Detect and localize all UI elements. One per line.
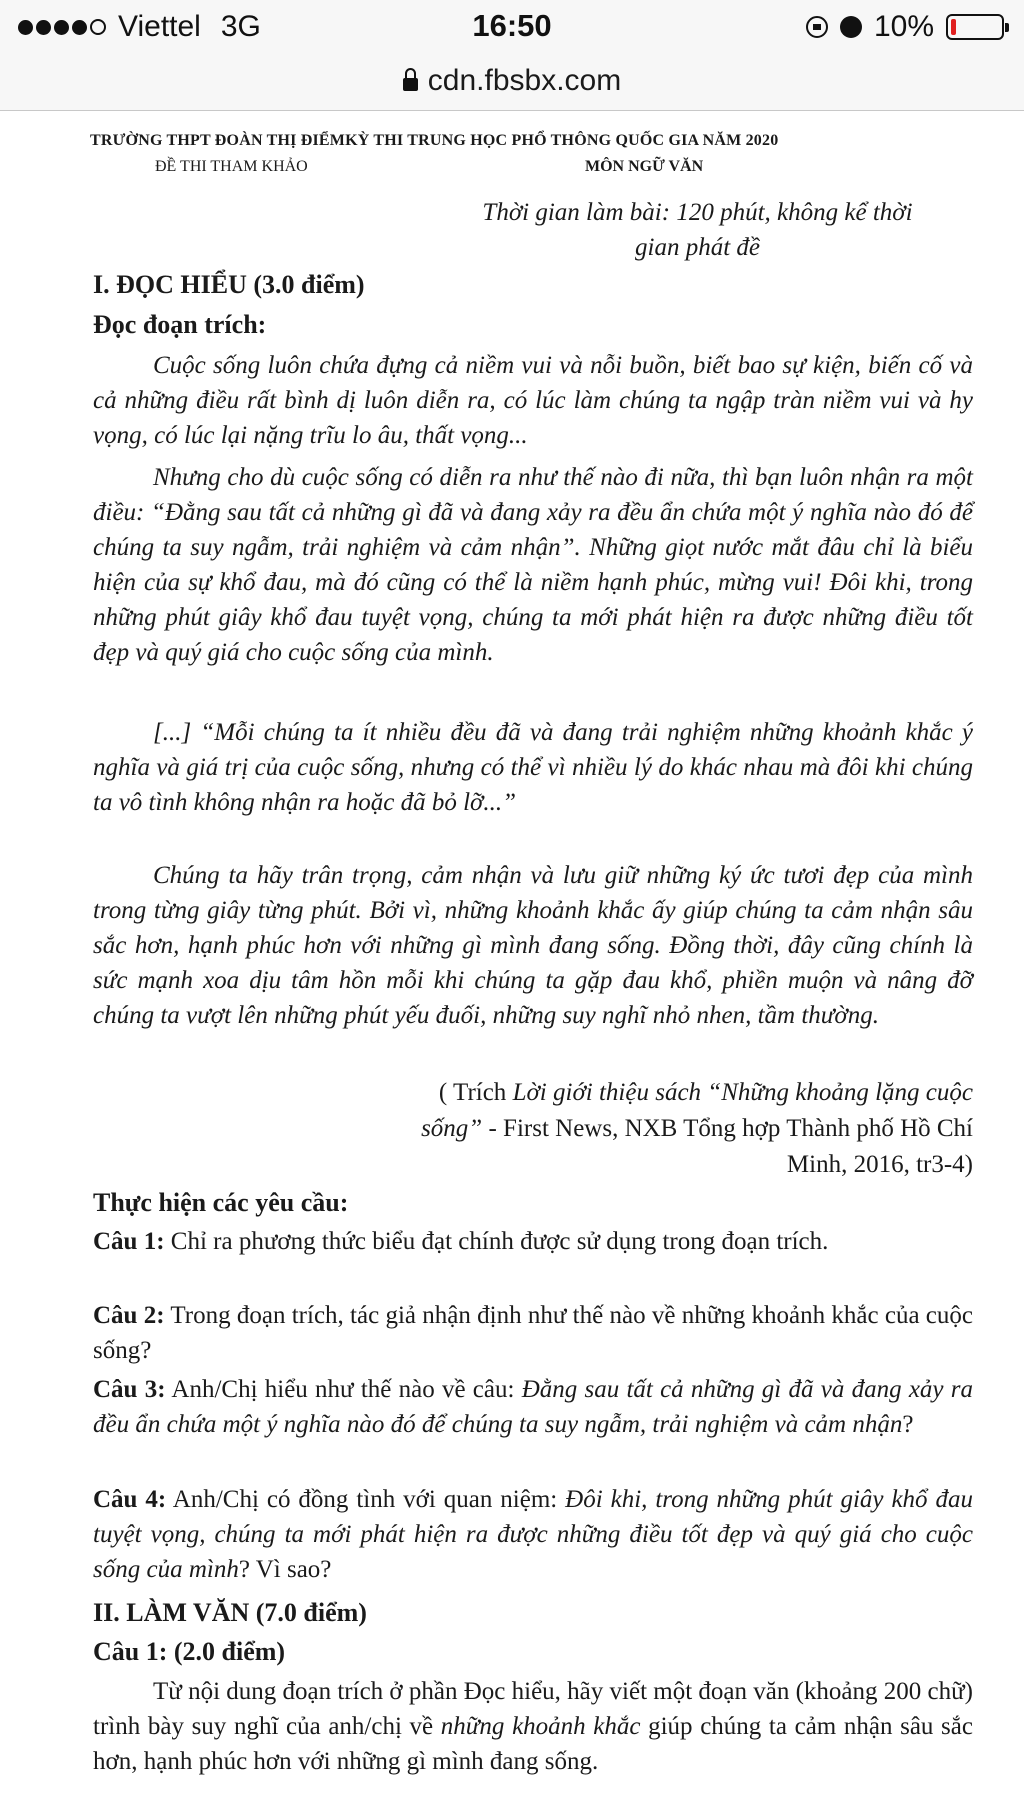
question-3-label: Câu 3: [93,1376,166,1403]
question-3-text: Anh/Chị hiểu như thế nào về câu: [165,1376,522,1403]
battery-icon [946,14,1004,40]
status-bar [0,0,1024,60]
essay-q1-italic: những khoảnh khắc [440,1713,641,1740]
section2-heading: II. LÀM VĂN (7.0 điểm) [93,1598,367,1627]
status-right [806,10,1004,44]
battery-percent: 10% [873,10,934,43]
passage-paragraph-4: Chúng ta hãy trân trọng, cảm nhận và lưu giữ những ký ức tươi đẹp của mình trong từng giây từng phút. Bởi vì, những khoảnh khắc ấy giúp chúng ta cảm nhận sâu sắc hơn, hạnh phúc hơn với những gì mình đang sống. Đồng thời, đây cũng chính là sức mạnh xoa dịu tâm hồn mỗi khi chúng ta gặp đau khổ, phiền muộn và nâng đỡ chúng ta vượt lên những phút yếu đuối, những suy nghĩ nhỏ nhen, tầm thường. [93,862,973,1029]
essay-q1-text [93,1674,973,1779]
question-1-text: Chỉ ra phương thức biểu đạt chính được sử dụng trong đoạn trích. [164,1228,829,1255]
exam-time-line2: gian phát đề [635,234,760,261]
citation-title: Lời giới thiệu sách “Những khoảng lặng cuộc sống” [421,1079,973,1142]
passage-paragraph-1: Cuộc sống luôn chứa đựng cả niềm vui và nỗi buồn, biết bao sự kiện, biến cố và cả những điều rất bình dị luôn diễn ra, có lúc làm chúng ta ngập tràn niềm vui và hy vọng, có lúc lại nặng trĩu lo âu, thất vọng... [93,352,973,449]
exam-subject: MÔN NGỮ VĂN [585,158,704,175]
network-type: 3G [220,10,261,43]
question-4-quote: Đôi khi, trong những phút giây khổ đau tuyệt vọng, chúng ta mới phát hiện ra được những điều tốt đẹp và quý giá cho cuộc sống của mình [93,1486,973,1583]
question-2 [93,1298,973,1368]
passage-paragraph-2: Nhưng cho dù cuộc sống có diễn ra như thế nào đi nữa, thì bạn luôn nhận ra một điều: “Đằng sau tất cả những gì đã và đang xảy ra đều ẩn chứa một ý nghĩa nào đó để chúng ta suy ngẫm, trải nghiệm và cảm nhận”. Những giọt nước mắt đâu chỉ là biểu hiện của sự khổ đau, mà đó cũng có thể là niềm hạnh phúc, mừng vui! Đôi khi, trong những phút giây khổ đau tuyệt vọng, chúng ta mới phát hiện ra được những điều tốt đẹp và quý giá cho cuộc sống của mình. [93,464,973,666]
question-1-label: Câu 1: [93,1228,165,1255]
essay-q1-text-end: giúp chúng ta cảm nhận sâu sắc hơn, hạnh phúc hơn với những gì mình đang sống. [93,1713,973,1775]
exam-time-line1: Thời gian làm bài: 120 phút, không kể thời [482,199,913,226]
question-4 [93,1482,973,1587]
battery-level [951,19,956,35]
question-3-end: ? [902,1411,914,1438]
question-1 [93,1224,973,1259]
clock: 16:50 [472,8,552,43]
essay-q1-heading: Câu 1: (2.0 điểm) [93,1637,286,1666]
rotation-lock-icon [806,16,828,38]
essay-q1-text-start: Từ nội dung đoạn trích ở phần Đọc hiểu, hãy viết một đoạn văn (khoảng 200 chữ) trình bày suy nghĩ của anh/chị về [93,1678,973,1740]
exam-time [430,195,965,265]
exam-doc-type: ĐỀ THI THAM KHẢO [155,158,308,175]
question-3-quote: Đằng sau tất cả những gì đã và đang xảy ra đều ẩn chứa một ý nghĩa nào đó để chúng ta suy ngẫm, trải nghiệm và cảm nhận [93,1376,973,1438]
question-4-label: Câu 4: [93,1486,167,1513]
address-bar[interactable] [0,60,1024,111]
reading-subheading: Đọc đoạn trích: [93,310,267,339]
question-4-text: Anh/Chị có đồng tình với quan niệm: [166,1486,566,1513]
citation-prefix: ( Trích [438,1079,513,1106]
alarm-icon [840,16,862,38]
exam-school-header: TRƯỜNG THPT ĐOÀN THỊ ĐIỂMKỲ THI TRUNG HỌC PHỔ THÔNG QUỐC GIA NĂM 2020 [90,132,779,149]
passage-paragraph-3: [...] “Mỗi chúng ta ít nhiều đều đã và đang trải nghiệm những khoảnh khắc ý nghĩa và giá trị của cuộc sống, nhưng có thể vì nhiều lý do khác nhau mà đôi khi chúng ta vô tình không nhận ra hoặc đã bỏ lỡ...” [93,719,973,816]
question-2-text: Trong đoạn trích, tác giả nhận định như thế nào về những khoảnh khắc của cuộc sống? [93,1302,973,1364]
question-3 [93,1372,973,1442]
url-text: cdn.fbsbx.com [427,64,622,97]
question-4-end: ? Vì sao? [238,1556,332,1583]
section1-heading: I. ĐỌC HIỂU (3.0 điểm) [93,270,365,299]
citation-suffix: - First News, NXB Tổng hợp Thành phố Hồ Chí Minh, 2016, tr3-4) [482,1115,973,1178]
passage-citation [380,1075,973,1183]
tasks-heading: Thực hiện các yêu cầu: [93,1188,349,1217]
lock-icon [403,78,418,91]
carrier-name: Viettel [118,10,201,43]
question-2-label: Câu 2: [93,1302,165,1329]
